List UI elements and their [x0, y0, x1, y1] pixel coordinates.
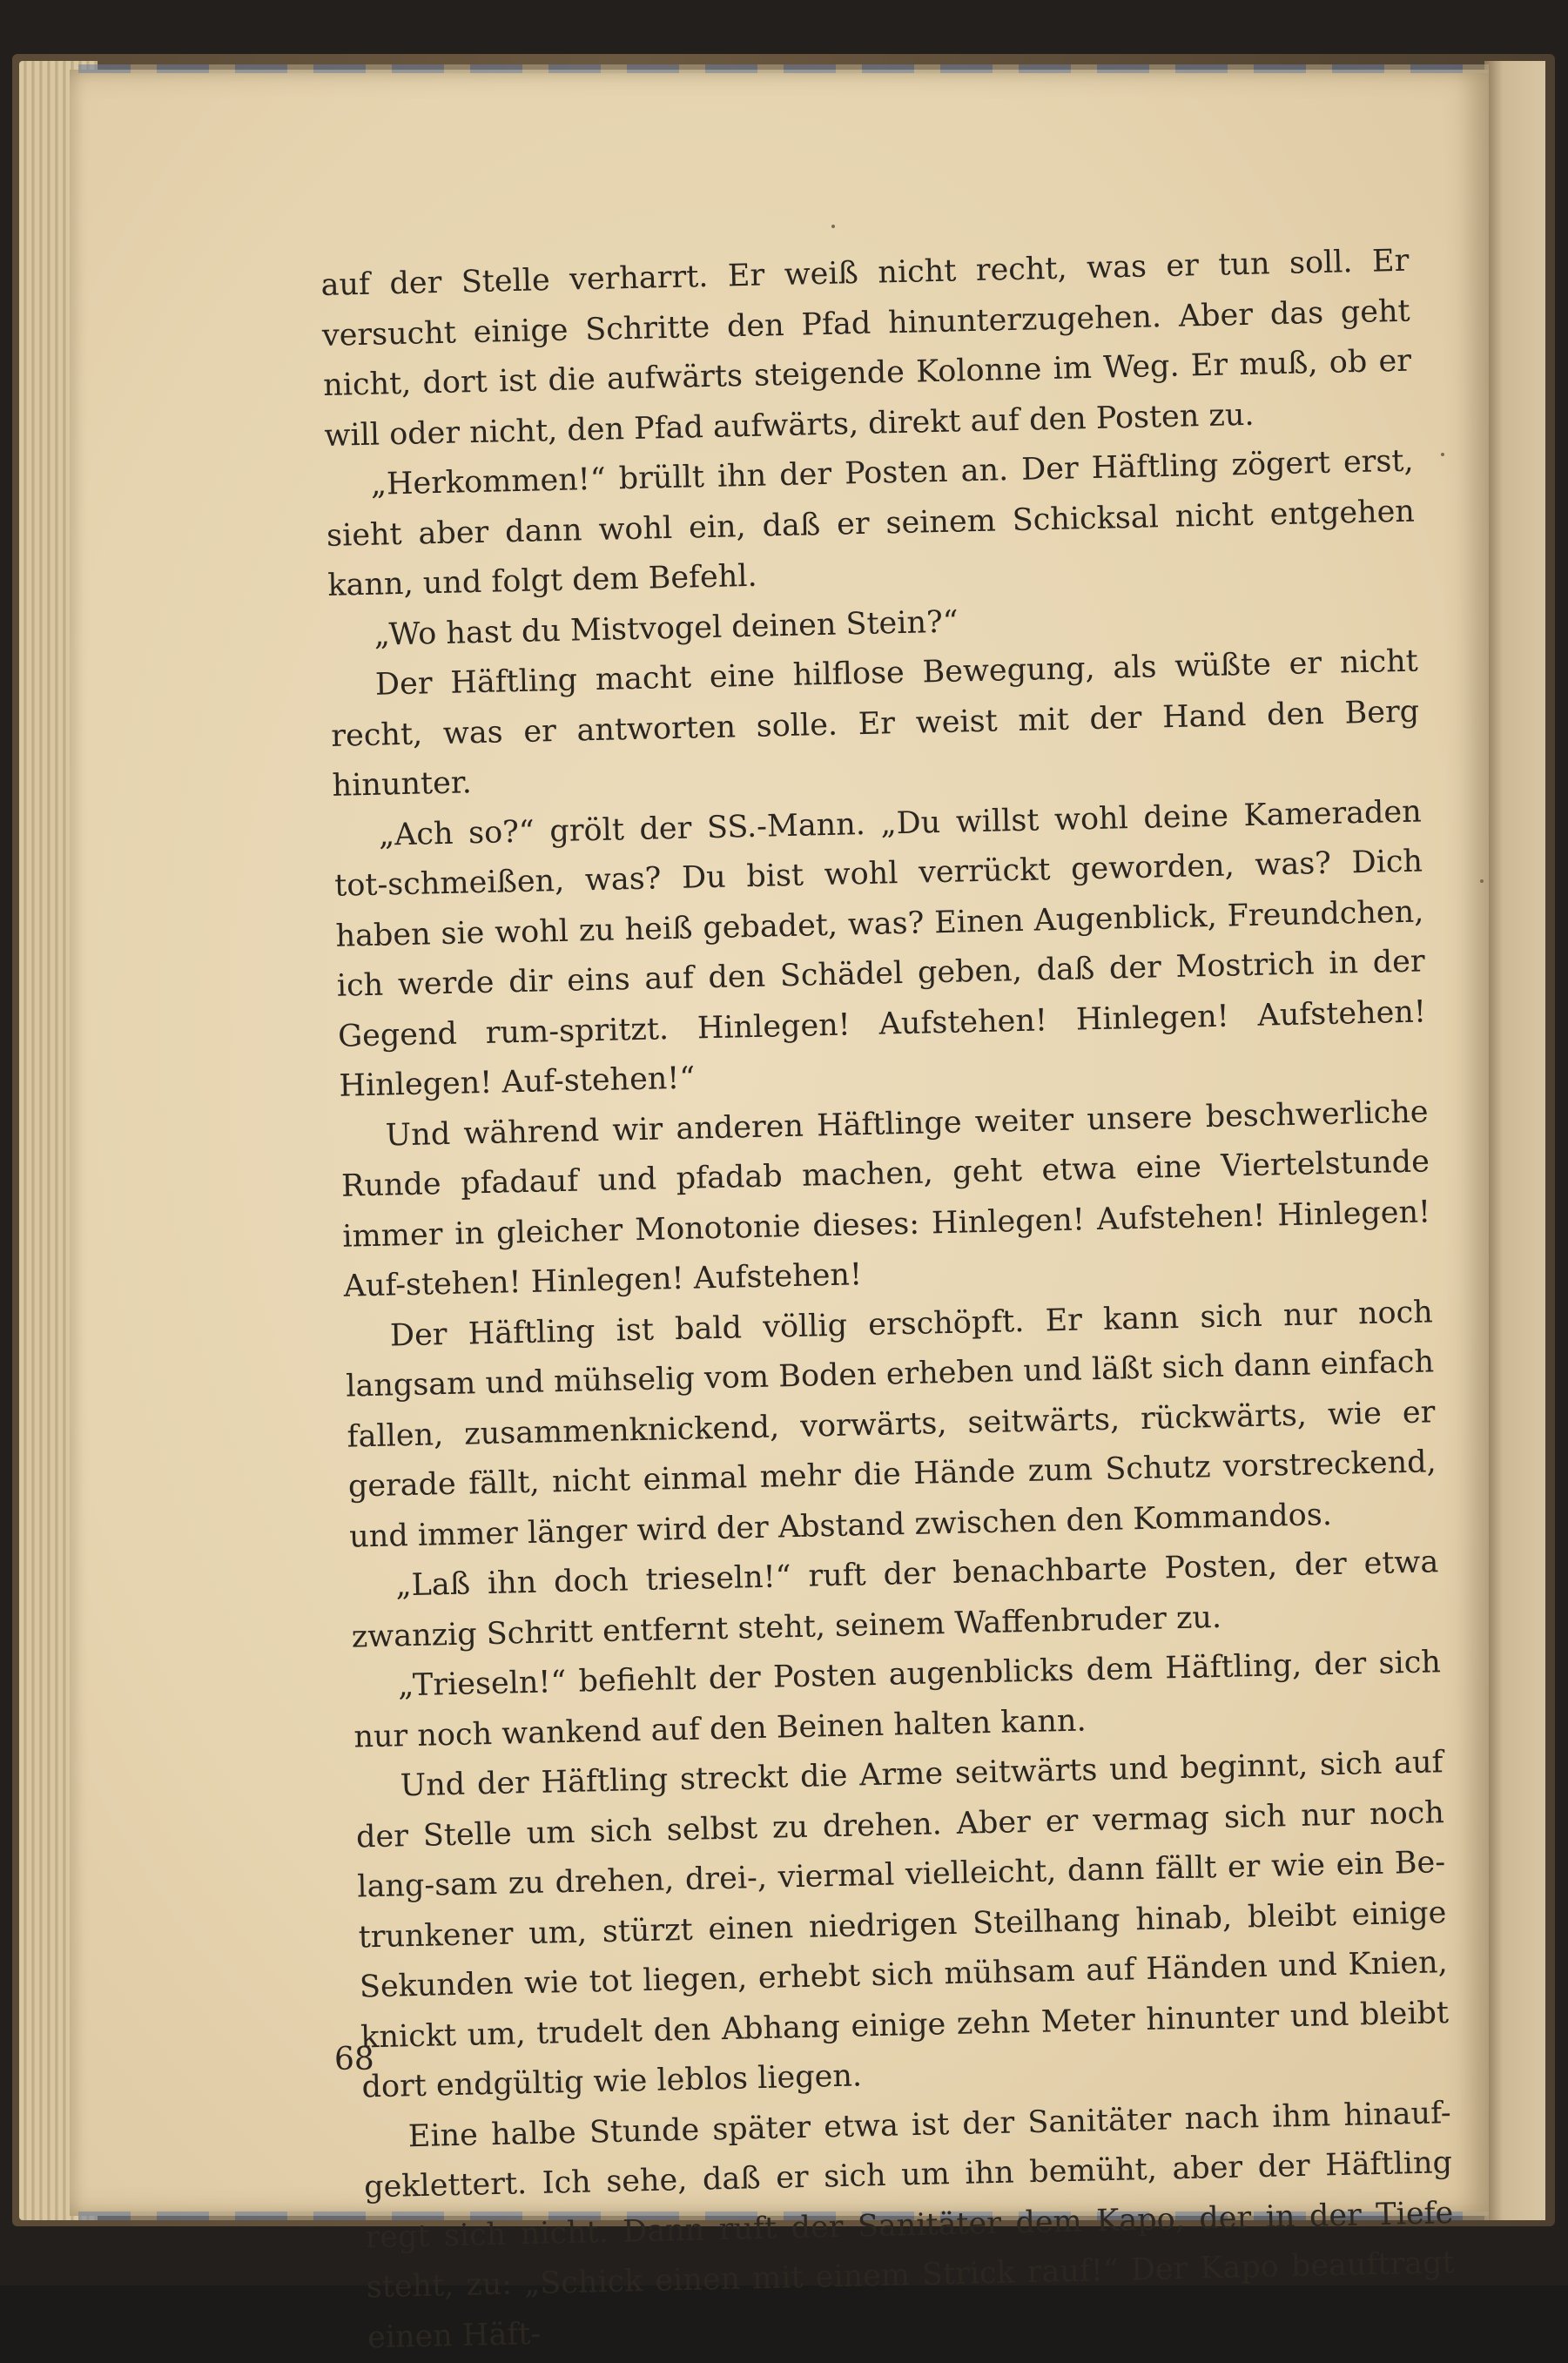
- top-color-calibration-band: [78, 64, 1489, 73]
- paragraph: „Wo hast du Mistvogel deinen Stein?“: [373, 603, 959, 653]
- paragraph: auf der Stelle verharrt. Er weiß nicht recht, was er tun soll. Er versucht einige Schritte den Pfad hinunterzugehen. Aber das geht nicht, dort ist die aufwärts steigende Kolonne im Weg. Er muß, ob er will oder nicht, den Pfad aufwärts, direkt auf den Posten zu.: [320, 243, 1412, 454]
- paragraph: Und während wir anderen Häftlinge weiter unsere beschwerliche Runde pfadauf und pfadab machen, geht etwa eine Viertelstunde immer in gleicher Monotonie dieses: Hinlegen! Aufstehen! Hinlegen! Auf-stehen! Hinlegen! Aufstehen!: [340, 1094, 1431, 1304]
- paragraph: Der Häftling ist bald völlig erschöpft. Er kann sich nur noch langsam und mühselig vom Boden erheben und läßt sich dann einfach fallen, zusammenknickend, vorwärts, seitwärts, rückwärts, wie er gerade fällt, nicht einmal mehr die Hände zum Schutz vorstreckend, und immer länger wird der Abstand zwischen den Kommandos.: [345, 1294, 1437, 1555]
- paragraph: Der Häftling macht eine hilflose Bewegung, als wüßte er nicht recht, was er antworten solle. Er weist mit der Hand den Berg hinunter.: [330, 643, 1420, 804]
- paragraph: Und der Häftling streckt die Arme seitwärts und beginnt, sich auf der Stelle um sich selbst zu drehen. Aber er vermag sich nur noch lang-sam zu drehen, drei-, viermal vielleicht, dann fällt er wie ein Be-trunkener um, stürzt einen niedrigen Steilhang hinab, bleibt einige Sekunden wie tot liegen, erhebt sich mühsam auf Händen und Knien, knickt um, trudelt den Abhang einige zehn Meter hinunter und bleibt dort endgültig wie leblos liegen.: [355, 1745, 1450, 2105]
- paper-speck: [1480, 879, 1484, 883]
- facing-page-edge: [1484, 61, 1545, 2220]
- paragraph: „Laß ihn doch trieseln!“ ruft der benachbarte Posten, der etwa zwanzig Schritt entfernt steht, seinem Waffenbruder zu.: [351, 1545, 1439, 1655]
- paragraph: „Trieseln!“ befiehlt der Posten augenblicks dem Häftling, der sich nur noch wankend auf den Beinen halten kann.: [353, 1645, 1442, 1755]
- body-text: [320, 237, 1456, 2363]
- paragraph: Eine halbe Stunde später etwa ist der Sanitäter nach ihm hinauf-geklettert. Ich sehe, daß er sich um ihn bemüht, aber der Häftling regt sich nicht. Dann ruft der Sanitäter dem Kapo, der in der Tiefe steht, zu: „Schick einen mit einem Strick rauf!“ Der Kapo beauftragt einen Häft-: [363, 2095, 1455, 2355]
- paper-speck: [1441, 453, 1444, 456]
- paper-speck: [831, 225, 835, 228]
- paragraph: „Ach so?“ grölt der SS.-Mann. „Du willst wohl deine Kameraden tot-schmeißen, was? Du bist wohl verrückt geworden, was? Dich haben sie wohl zu heiß gebadet, was? Einen Augenblick, Freundchen, ich werde dir eins auf den Schädel geben, daß der Mostrich in der Gegend rum-spritzt. Hinlegen! Aufstehen! Hinlegen! Aufstehen! Hinlegen! Auf-stehen!“: [333, 793, 1427, 1104]
- paragraph: „Herkommen!“ brüllt ihn der Posten an. Der Häftling zögert erst, sieht aber dann wohl ein, daß er seinem Schicksal nicht entgehen kann, und folgt dem Befehl.: [326, 443, 1416, 603]
- page-number: 68: [334, 2042, 374, 2077]
